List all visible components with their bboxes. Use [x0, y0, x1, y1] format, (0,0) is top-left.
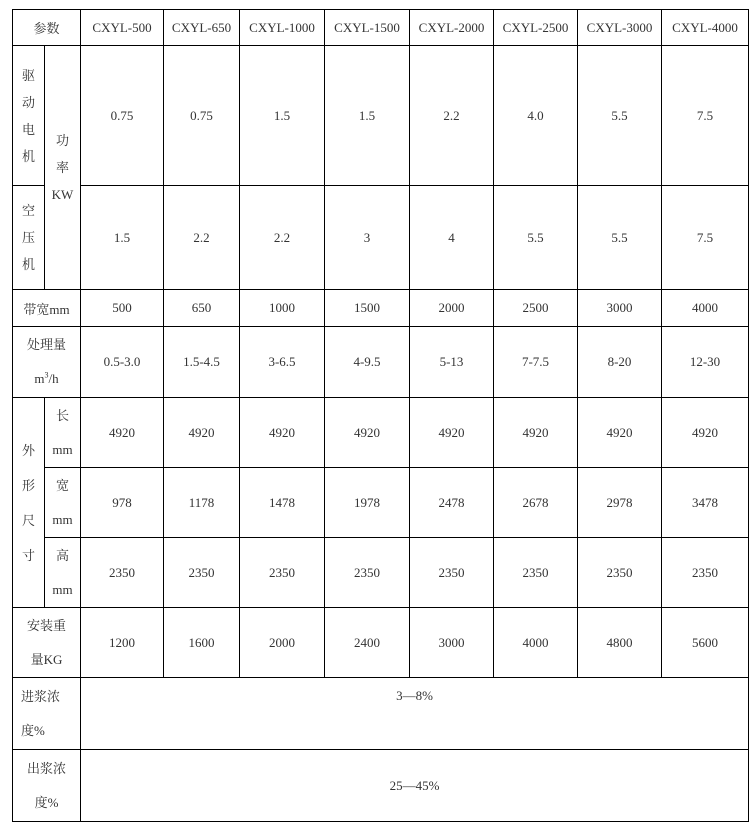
- belt-width-label: 带宽mm: [13, 290, 81, 327]
- value-cell: 2978: [578, 468, 662, 538]
- feed-concentration-row: [13, 678, 749, 750]
- discharge-concentration-row: [13, 750, 749, 822]
- value-cell: 2350: [81, 538, 164, 608]
- model-header-cell: CXYL-2000: [410, 10, 494, 46]
- height-row: [13, 538, 749, 608]
- width-row: [13, 468, 749, 538]
- belt-width-row: [13, 290, 749, 327]
- value-cell: 3478: [662, 468, 749, 538]
- value-cell: 500: [81, 290, 164, 327]
- value-cell: 1.5: [81, 186, 164, 290]
- value-cell: 5.5: [578, 46, 662, 186]
- value-cell: 7.5: [662, 46, 749, 186]
- height-label: 高 mm: [45, 538, 81, 608]
- value-cell: 0.75: [81, 46, 164, 186]
- value-cell: 3: [325, 186, 410, 290]
- capacity-row: [13, 327, 749, 398]
- value-cell: 5-13: [410, 327, 494, 398]
- value-cell: 2350: [410, 538, 494, 608]
- drive-motor-label: 驱 动 电 机: [13, 46, 45, 186]
- value-cell: 4920: [494, 398, 578, 468]
- header-row: [13, 10, 749, 46]
- value-cell: 4920: [325, 398, 410, 468]
- value-cell: 1178: [164, 468, 240, 538]
- value-cell: 2.2: [410, 46, 494, 186]
- value-cell: 3000: [578, 290, 662, 327]
- value-cell: 7.5: [662, 186, 749, 290]
- value-cell: 2350: [578, 538, 662, 608]
- model-header-cell: CXYL-3000: [578, 10, 662, 46]
- value-cell: 4.0: [494, 46, 578, 186]
- value-cell: 1.5: [240, 46, 325, 186]
- length-row: [13, 398, 749, 468]
- value-cell: 4000: [662, 290, 749, 327]
- value-cell: 4: [410, 186, 494, 290]
- value-cell: 4920: [81, 398, 164, 468]
- air-compressor-label: 空 压 机: [13, 186, 45, 290]
- value-cell: 4920: [410, 398, 494, 468]
- value-cell: 1.5-4.5: [164, 327, 240, 398]
- feed-concentration-label: 进浆浓 度%: [13, 678, 81, 750]
- value-cell: 5.5: [578, 186, 662, 290]
- model-header-cell: CXYL-2500: [494, 10, 578, 46]
- value-cell: 2678: [494, 468, 578, 538]
- value-cell: 650: [164, 290, 240, 327]
- value-cell: 1500: [325, 290, 410, 327]
- width-label: 宽 mm: [45, 468, 81, 538]
- value-cell: 978: [81, 468, 164, 538]
- value-cell: 4920: [164, 398, 240, 468]
- weight-label: 安装重 量KG: [13, 608, 81, 678]
- value-cell: 7-7.5: [494, 327, 578, 398]
- capacity-label: 处理量 $m^3/h$: [13, 327, 81, 398]
- value-cell: 4920: [662, 398, 749, 468]
- value-cell: 2350: [662, 538, 749, 608]
- value-cell: 1978: [325, 468, 410, 538]
- value-cell: 4000: [494, 608, 578, 678]
- value-cell: 3000: [410, 608, 494, 678]
- value-cell: 1000: [240, 290, 325, 327]
- value-cell: 5.5: [494, 186, 578, 290]
- discharge-concentration-label: 出浆浓 度%: [13, 750, 81, 822]
- value-cell: 4-9.5: [325, 327, 410, 398]
- value-cell: 2478: [410, 468, 494, 538]
- value-cell: 2350: [494, 538, 578, 608]
- value-cell: 2350: [164, 538, 240, 608]
- model-header-cell: CXYL-650: [164, 10, 240, 46]
- weight-row: [13, 608, 749, 678]
- dimensions-label: 外 形 尺 寸: [13, 398, 45, 608]
- value-cell: 2350: [325, 538, 410, 608]
- value-cell: 8-20: [578, 327, 662, 398]
- value-cell: 2400: [325, 608, 410, 678]
- value-cell: 1478: [240, 468, 325, 538]
- power-unit-label: 功 率 KW: [45, 46, 81, 290]
- value-cell: 4920: [578, 398, 662, 468]
- value-cell: 5600: [662, 608, 749, 678]
- value-cell: 2000: [240, 608, 325, 678]
- model-header-cell: CXYL-1000: [240, 10, 325, 46]
- value-cell: 4920: [240, 398, 325, 468]
- value-cell: 2000: [410, 290, 494, 327]
- value-cell: 0.5-3.0: [81, 327, 164, 398]
- compressor-power-row: [13, 186, 749, 290]
- value-cell: 2.2: [164, 186, 240, 290]
- length-label: 长 mm: [45, 398, 81, 468]
- model-header-cell: CXYL-500: [81, 10, 164, 46]
- value-cell: 3-6.5: [240, 327, 325, 398]
- param-header-cell: 参数: [13, 10, 81, 46]
- value-cell: 2.2: [240, 186, 325, 290]
- feed-concentration-value: 3—8%: [81, 678, 749, 750]
- discharge-concentration-value: 25—45%: [81, 750, 749, 822]
- value-cell: 2350: [240, 538, 325, 608]
- value-cell: 1200: [81, 608, 164, 678]
- value-cell: 4800: [578, 608, 662, 678]
- model-header-cell: CXYL-4000: [662, 10, 749, 46]
- value-cell: 1.5: [325, 46, 410, 186]
- value-cell: 12-30: [662, 327, 749, 398]
- spec-table: [12, 9, 749, 822]
- value-cell: 2500: [494, 290, 578, 327]
- value-cell: 0.75: [164, 46, 240, 186]
- value-cell: 1600: [164, 608, 240, 678]
- motor-power-row: [13, 46, 749, 186]
- model-header-cell: CXYL-1500: [325, 10, 410, 46]
